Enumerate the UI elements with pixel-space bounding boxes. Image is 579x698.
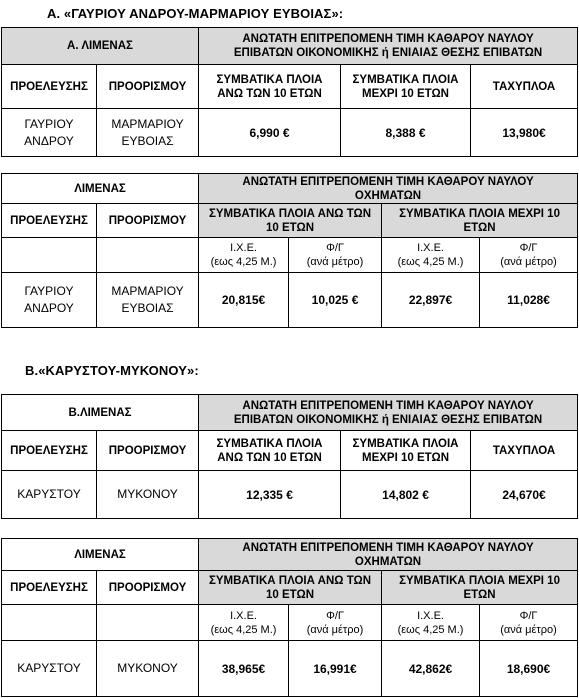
section-b-title: Β.«ΚΑΡΥΣΤΟΥ-ΜΥΚΟΝΟΥ»: [25, 363, 199, 378]
sub-col-private-car-line-2: (εως 4,25 Μ.) [210, 256, 277, 268]
cell-origin-line-2: ΑΝΔΡΟΥ [24, 301, 74, 315]
col-conventional-under-10 [382, 204, 578, 238]
sub-col-truck [289, 605, 382, 641]
fare-header-line-1: ΑΝΩΤΑΤΗ ΕΠΙΤΡΕΠΟΜΕΝΗ ΤΙΜΗ ΚΑΘΑΡΟΥ ΝΑΥΛΟΥ [242, 541, 534, 554]
cell-under-10-truck: 18,690€ [480, 641, 578, 697]
sub-col-private-car [382, 605, 480, 641]
sub-col-truck-line-2: (ανά μέτρο) [306, 256, 364, 268]
sub-col-private-car-line-2: (εως 4,25 Μ.) [397, 256, 464, 268]
sub-col-private-car-line-1: Ι.Χ.Ε. [417, 609, 444, 622]
col-origin: ΠΡΟΕΛΕΥΣΗΣ [2, 431, 97, 471]
sub-col-truck [480, 605, 578, 641]
section-a-vehicle-fares-table [1, 173, 578, 328]
cell-origin [2, 273, 97, 328]
cell-destination-line-2: ΕΥΒΟΙΑΣ [121, 133, 174, 148]
section-a-passenger-fares-table [1, 27, 578, 157]
col-conventional-under-10-line-1: ΣΥΜΒΑΤΙΚΑ ΠΛΟΙΑ [352, 437, 459, 450]
fare-header [199, 539, 578, 571]
cell-conventional-under-10: 8,388 € [341, 109, 471, 157]
section-a-title: Α. «ΓΑΥΡΙΟΥ ΑΝΔΡΟΥ-ΜΑΡΜΑΡΙΟΥ ΕΥΒΟΙΑΣ»: [47, 6, 344, 21]
fare-header [199, 174, 578, 204]
port-header: Α. ΛΙΜΕΝΑΣ [2, 28, 199, 65]
cell-under-10-private-car: 22,897€ [382, 273, 480, 328]
fare-header-line-2: ΟΧΗΜΑΤΩΝ [354, 555, 422, 568]
section-b-passenger-fares-table [1, 394, 578, 519]
sub-col-truck-line-2: (ανά μέτρο) [500, 256, 557, 268]
cell-origin: ΚΑΡΥΣΤΟΥ [2, 641, 97, 697]
col-conventional-over-10-line-2: ΑΝΩ ΤΩΝ 10 ΕΤΩΝ [217, 451, 322, 464]
sub-col-private-car-line-2: (εως 4,25 Μ.) [210, 623, 277, 636]
cell-origin: ΚΑΡΥΣΤΟΥ [2, 471, 97, 519]
col-conventional-under-10 [382, 571, 578, 605]
col-destination: ΠΡΟΟΡΙΣΜΟΥ [97, 65, 199, 109]
cell-origin [2, 109, 97, 157]
col-conventional-over-10-line-1: ΣΥΜΒΑΤΙΚΑ ΠΛΟΙΑ [216, 437, 323, 450]
col-conventional-under-10 [341, 431, 471, 471]
cell-under-10-private-car: 42,862€ [382, 641, 480, 697]
cell-origin-line-2: ΑΝΔΡΟΥ [24, 133, 74, 148]
table-row [2, 641, 578, 697]
port-header: ΛΙΜΕΝΑΣ [2, 174, 199, 204]
sub-col-private-car-line-2: (εως 4,25 Μ.) [397, 623, 464, 636]
col-conventional-over-10-line-2: 10 ΕΤΩΝ [266, 588, 315, 601]
col-conventional-under-10-line-1: ΣΥΜΒΑΤΙΚΑ ΠΛΟΙΑ ΜΕΧΡΙ 10 [399, 574, 560, 587]
fare-header [199, 395, 578, 431]
sub-col-private-car [199, 238, 289, 273]
section-b-vehicle-fares-table [1, 538, 578, 697]
sub-col-truck-line-2: (ανά μέτρο) [500, 623, 557, 636]
sub-col-truck [480, 238, 578, 273]
fare-header-line-1: ΑΝΩΤΑΤΗ ΕΠΙΤΡΕΠΟΜΕΝΗ ΤΙΜΗ ΚΑΘΑΡΟΥ ΝΑΥΛΟΥ [242, 175, 534, 188]
cell-fast-ferries: 13,980€ [471, 109, 578, 157]
cell-conventional-over-10: 12,335 € [199, 471, 341, 519]
cell-conventional-over-10: 6,990 € [199, 109, 341, 157]
col-conventional-under-10-line-1: ΣΥΜΒΑΤΙΚΑ ΠΛΟΙΑ ΜΕΧΡΙ 10 [399, 207, 560, 220]
empty-cell [2, 605, 97, 641]
col-conventional-under-10-line-2: ΕΤΩΝ [463, 221, 496, 234]
cell-destination: ΜΥΚΟΝΟΥ [97, 641, 199, 697]
col-destination: ΠΡΟΟΡΙΣΜΟΥ [97, 204, 199, 238]
col-conventional-over-10-line-2: 10 ΕΤΩΝ [266, 221, 315, 234]
cell-destination-line-1: ΜΑΡΜΑΡΙΟΥ [111, 284, 184, 298]
cell-origin-line-1: ΓΑΥΡΙΟΥ [24, 116, 74, 131]
cell-over-10-truck: 10,025 € [289, 273, 382, 328]
col-conventional-over-10-line-1: ΣΥΜΒΑΤΙΚΑ ΠΛΟΙΑ ΑΝΩ ΤΩΝ [208, 207, 372, 220]
cell-over-10-private-car: 38,965€ [199, 641, 289, 697]
cell-fast-ferries: 24,670€ [471, 471, 578, 519]
sub-col-private-car [382, 238, 480, 273]
fare-header-line-1: ΑΝΩΤΑΤΗ ΕΠΙΤΡΕΠΟΜΕΝΗ ΤΙΜΗ ΚΑΘΑΡΟΥ ΝΑΥΛΟΥ [242, 33, 534, 45]
sub-col-truck-line-1: Φ/Γ [326, 242, 344, 254]
sub-col-private-car [199, 605, 289, 641]
sub-col-private-car-line-1: Ι.Χ.Ε. [417, 242, 444, 254]
empty-cell [97, 238, 199, 273]
empty-cell [97, 605, 199, 641]
col-conventional-under-10-line-1: ΣΥΜΒΑΤΙΚΑ ΠΛΟΙΑ [352, 73, 459, 86]
table-row [2, 471, 578, 519]
sub-col-truck-line-1: Φ/Γ [519, 242, 538, 254]
col-destination: ΠΡΟΟΡΙΣΜΟΥ [97, 431, 199, 471]
cell-destination-line-2: ΕΥΒΟΙΑΣ [121, 301, 174, 315]
cell-origin-line-1: ΓΑΥΡΙΟΥ [24, 284, 74, 298]
sub-col-truck-line-2: (ανά μέτρο) [306, 623, 364, 636]
col-conventional-under-10-line-2: ΜΕΧΡΙ 10 ΕΤΩΝ [362, 87, 449, 100]
table-row [2, 273, 578, 328]
col-conventional-under-10-line-2: ΜΕΧΡΙ 10 ΕΤΩΝ [362, 451, 449, 464]
sub-col-truck-line-1: Φ/Γ [519, 609, 538, 622]
sub-col-truck [289, 238, 382, 273]
fare-header [199, 28, 578, 65]
fare-header-line-2: ΕΠΙΒΑΤΩΝ ΟΙΚΟΝΟΜΙΚΗΣ ή ΕΝΙΑΙΑΣ ΘΕΣΗΣ ΕΠΙΒΑΤΩΝ [233, 47, 543, 59]
col-fast-ferries: ΤΑΧΥΠΛΟΑ [471, 431, 578, 471]
col-conventional-under-10 [341, 65, 471, 109]
cell-destination: ΜΥΚΟΝΟΥ [97, 471, 199, 519]
sub-col-private-car-line-1: Ι.Χ.Ε. [230, 242, 257, 254]
fare-header-line-1: ΑΝΩΤΑΤΗ ΕΠΙΤΡΕΠΟΜΕΝΗ ΤΙΜΗ ΚΑΘΑΡΟΥ ΝΑΥΛΟΥ [242, 399, 534, 412]
col-conventional-over-10 [199, 204, 382, 238]
cell-conventional-under-10: 14,802 € [341, 471, 471, 519]
sub-col-private-car-line-1: Ι.Χ.Ε. [230, 609, 257, 622]
cell-destination [97, 273, 199, 328]
col-conventional-over-10 [199, 571, 382, 605]
cell-destination-line-1: ΜΑΡΜΑΡΙΟΥ [111, 116, 184, 131]
table-row [2, 109, 578, 157]
cell-over-10-truck: 16,991€ [289, 641, 382, 697]
sub-col-truck-line-1: Φ/Γ [326, 609, 344, 622]
col-conventional-over-10-line-1: ΣΥΜΒΑΤΙΚΑ ΠΛΟΙΑ [216, 73, 323, 86]
col-conventional-under-10-line-2: ΕΤΩΝ [463, 588, 496, 601]
port-header: Β.ΛΙΜΕΝΑΣ [2, 395, 199, 431]
col-conventional-over-10-line-1: ΣΥΜΒΑΤΙΚΑ ΠΛΟΙΑ ΑΝΩ ΤΩΝ [208, 574, 372, 587]
fare-header-line-2: ΟΧΗΜΑΤΩΝ [354, 189, 422, 202]
fare-header-line-2: ΕΠΙΒΑΤΩΝ ΟΙΚΟΝΟΜΙΚΗΣ ή ΕΝΙΑΙΑΣ ΘΕΣΗΣ ΕΠΙΒΑΤΩΝ [233, 413, 543, 426]
col-origin: ΠΡΟΕΛΕΥΣΗΣ [2, 571, 97, 605]
col-destination: ΠΡΟΟΡΙΣΜΟΥ [97, 571, 199, 605]
cell-over-10-private-car: 20,815€ [199, 273, 289, 328]
empty-cell [2, 238, 97, 273]
port-header: ΛΙΜΕΝΑΣ [2, 539, 199, 571]
col-fast-ferries: ΤΑΧΥΠΛΟΑ [471, 65, 578, 109]
cell-under-10-truck: 11,028€ [480, 273, 578, 328]
cell-destination [97, 109, 199, 157]
col-conventional-over-10 [199, 431, 341, 471]
col-conventional-over-10-line-2: ΑΝΩ ΤΩΝ 10 ΕΤΩΝ [217, 87, 322, 100]
col-conventional-over-10 [199, 65, 341, 109]
col-origin: ΠΡΟΕΛΕΥΣΗΣ [2, 204, 97, 238]
col-origin: ΠΡΟΕΛΕΥΣΗΣ [2, 65, 97, 109]
